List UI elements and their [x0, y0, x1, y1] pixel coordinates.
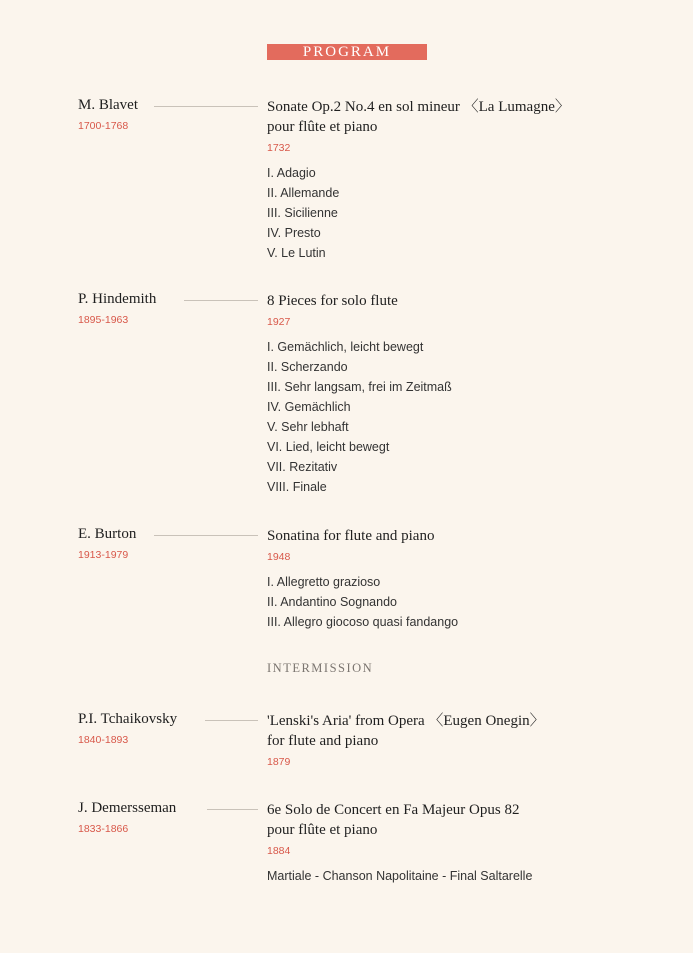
- work-year: 1732: [267, 142, 291, 154]
- movement-item: III. Sehr langsam, frei im Zeitmaß: [267, 380, 452, 394]
- work-info: [267, 291, 667, 497]
- composer-name: J. Demersseman: [78, 800, 177, 816]
- work-title-line: Sonatina for flute and piano: [267, 528, 435, 544]
- movement-item: V. Le Lutin: [267, 246, 326, 260]
- movement-item: VII. Rezitativ: [267, 460, 338, 474]
- movement-item: I. Gemächlich, leicht bewegt: [267, 340, 424, 354]
- composer-dates: 1895-1963: [78, 314, 129, 326]
- composer-dates: 1913-1979: [78, 549, 129, 561]
- movement-list: [267, 866, 667, 886]
- movement-item: I. Allegretto grazioso: [267, 575, 381, 589]
- composer-dates: 1840-1893: [78, 734, 129, 746]
- work-title-line: Sonate Op.2 No.4 en sol mineur 〈La Lumagne〉: [267, 99, 570, 115]
- work-title-line: 8 Pieces for solo flute: [267, 293, 398, 309]
- work-year: 1948: [267, 551, 291, 563]
- connector-line: [154, 535, 258, 536]
- movement-item: II. Allemande: [267, 186, 340, 200]
- work-year: 1879: [267, 756, 291, 768]
- work-info: [267, 800, 667, 886]
- movement-item: V. Sehr lebhaft: [267, 420, 349, 434]
- movement-item: III. Allegro giocoso quasi fandango: [267, 615, 459, 629]
- connector-line: [207, 809, 258, 810]
- movement-item: I. Adagio: [267, 166, 316, 180]
- work-year: 1927: [267, 316, 291, 328]
- movement-item: VI. Lied, leicht bewegt: [267, 440, 390, 454]
- composer-name: M. Blavet: [78, 97, 138, 113]
- connector-line: [154, 106, 258, 107]
- work-title-line: 6e Solo de Concert en Fa Majeur Opus 82: [267, 802, 520, 818]
- composer-dates: 1833-1866: [78, 823, 129, 835]
- composer-name: P.I. Tchaikovsky: [78, 711, 178, 727]
- composer-name: P. Hindemith: [78, 291, 157, 307]
- work-info: [267, 526, 667, 632]
- movement-item: IV. Presto: [267, 226, 321, 240]
- movement-item: II. Andantino Sognando: [267, 595, 397, 609]
- movement-item: VIII. Finale: [267, 480, 327, 494]
- program-header: PROGRAM: [267, 44, 427, 60]
- connector-line: [184, 300, 258, 301]
- work-title-line: pour flûte et piano: [267, 119, 378, 135]
- connector-line: [205, 720, 258, 721]
- movement-item: Martiale - Chanson Napolitaine - Final Saltarelle: [267, 869, 533, 883]
- composer-dates: 1700-1768: [78, 120, 129, 132]
- movement-list: [267, 337, 667, 497]
- work-title-line: 'Lenski's Aria' from Opera 〈Eugen Onegin〉: [267, 713, 545, 729]
- composer-name: E. Burton: [78, 526, 137, 542]
- movement-item: III. Sicilienne: [267, 206, 338, 220]
- work-title-line: pour flûte et piano: [267, 822, 378, 838]
- movement-list: [267, 572, 667, 632]
- intermission-label: INTERMISSION: [267, 661, 374, 675]
- movement-item: II. Scherzando: [267, 360, 348, 374]
- movement-item: IV. Gemächlich: [267, 400, 351, 414]
- work-year: 1884: [267, 845, 291, 857]
- work-info: [267, 97, 667, 263]
- work-info: [267, 711, 667, 769]
- work-title-line: for flute and piano: [267, 733, 379, 749]
- movement-list: [267, 163, 667, 263]
